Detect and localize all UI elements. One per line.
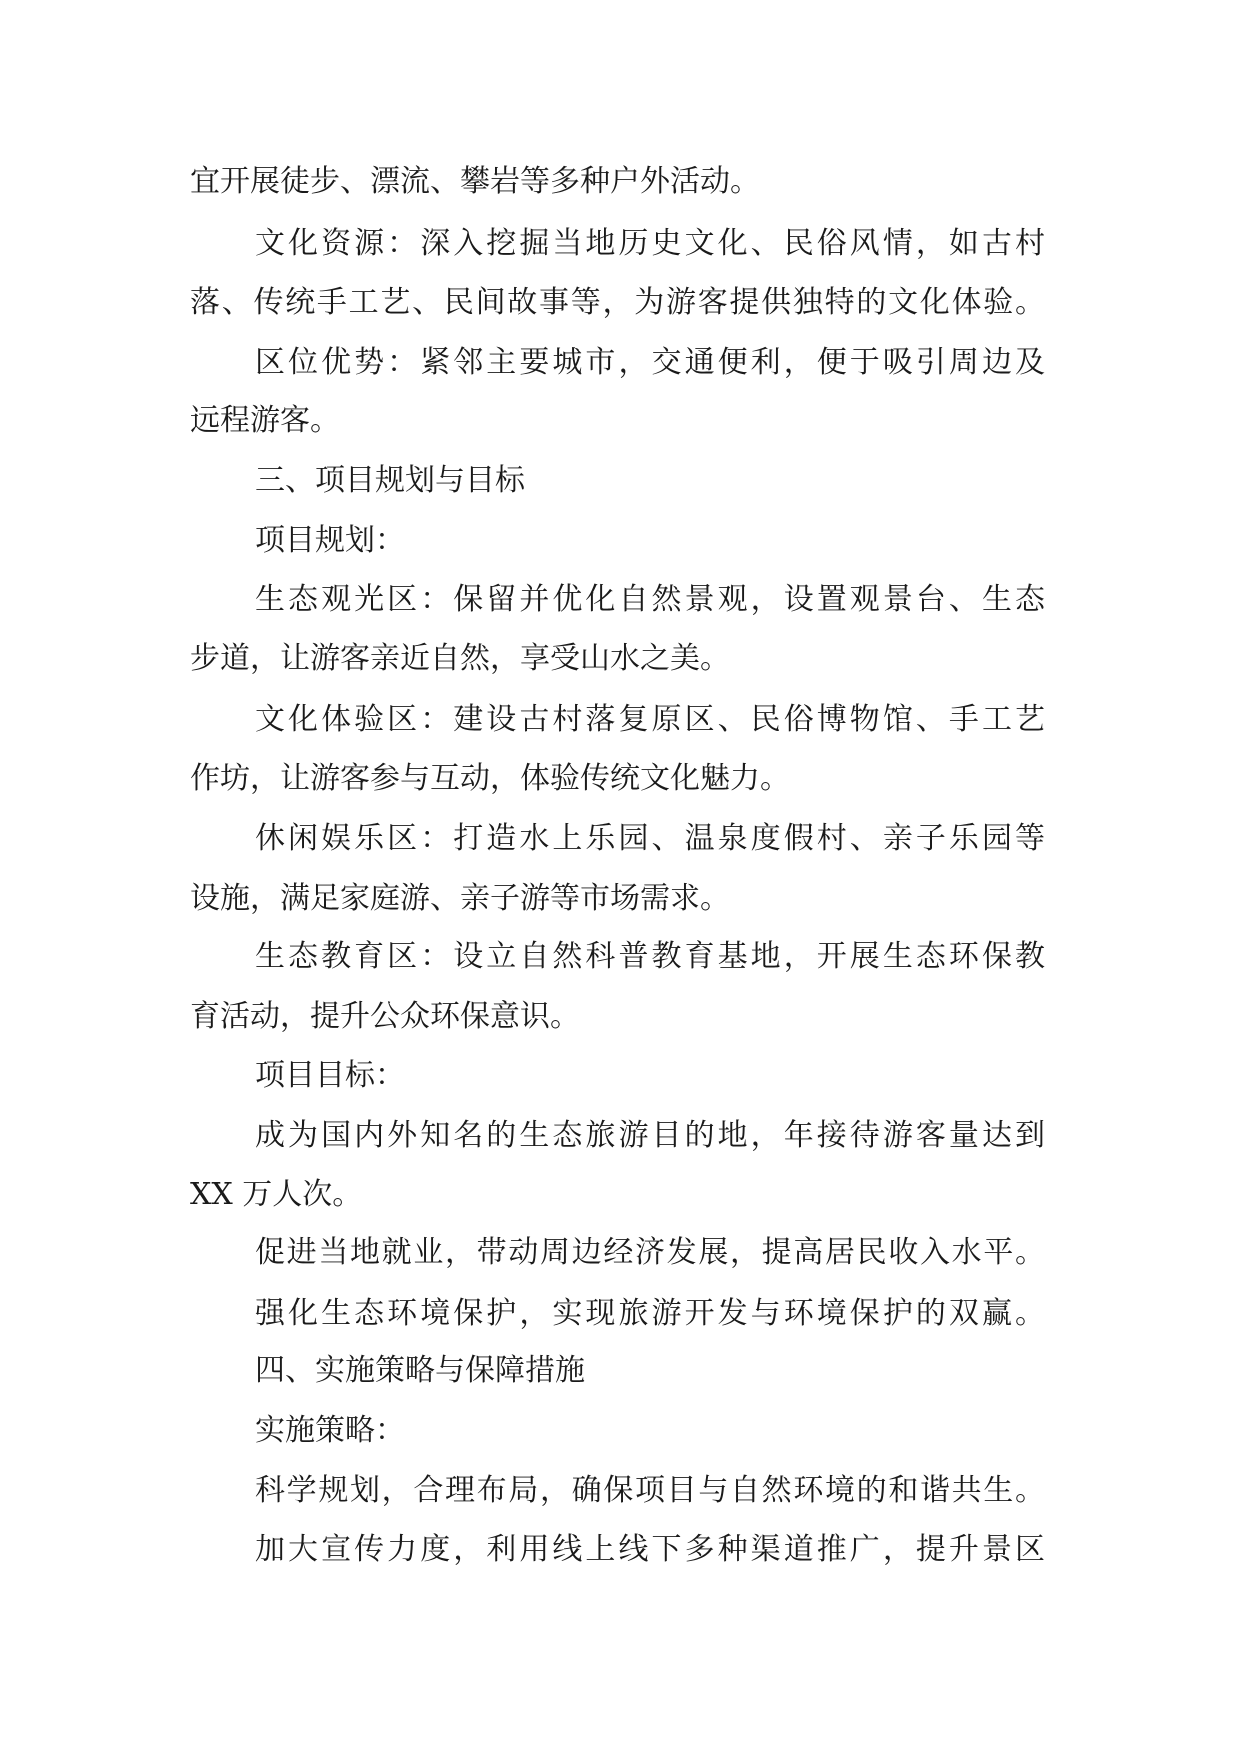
paragraph-line: 休闲娱乐区：打造水上乐园、温泉度假村、亲子乐园等 xyxy=(255,821,1045,856)
subsection-heading: 实施策略： xyxy=(255,1413,405,1448)
paragraph-line: 宜开展徒步、漂流、攀岩等多种户外活动。 xyxy=(190,164,760,199)
paragraph-line: 区位优势：紧邻主要城市，交通便利，便于吸引周边及 xyxy=(255,345,1045,380)
paragraph-line: 生态观光区：保留并优化自然景观，设置观景台、生态 xyxy=(255,582,1045,617)
paragraph-line: 落、传统手工艺、民间故事等，为游客提供独特的文化体验。 xyxy=(190,285,1045,320)
paragraph-line: 文化体验区：建设古村落复原区、民俗博物馆、手工艺 xyxy=(255,702,1045,737)
paragraph-line: 作坊，让游客参与互动，体验传统文化魅力。 xyxy=(190,761,790,796)
paragraph-line: 步道，让游客亲近自然，享受山水之美。 xyxy=(190,641,730,676)
paragraph-line: 远程游客。 xyxy=(190,403,340,438)
subsection-heading: 项目目标： xyxy=(255,1058,405,1093)
paragraph-line: 生态教育区：设立自然科普教育基地，开展生态环保教 xyxy=(255,939,1045,974)
paragraph-line: 育活动，提升公众环保意识。 xyxy=(190,999,580,1034)
section-heading: 三、项目规划与目标 xyxy=(255,463,525,498)
paragraph-line: 促进当地就业，带动周边经济发展，提高居民收入水平。 xyxy=(255,1235,1045,1270)
paragraph-line: XX 万人次。 xyxy=(190,1177,363,1212)
subsection-heading: 项目规划： xyxy=(255,523,405,558)
section-heading: 四、实施策略与保障措施 xyxy=(255,1353,585,1388)
paragraph-line: 科学规划，合理布局，确保项目与自然环境的和谐共生。 xyxy=(255,1473,1045,1508)
paragraph-line: 成为国内外知名的生态旅游目的地，年接待游客量达到 xyxy=(255,1118,1045,1153)
paragraph-line: 文化资源：深入挖掘当地历史文化、民俗风情，如古村 xyxy=(255,226,1045,261)
paragraph-line: 强化生态环境保护，实现旅游开发与环境保护的双赢。 xyxy=(255,1296,1045,1331)
paragraph-line: 加大宣传力度，利用线上线下多种渠道推广，提升景区 xyxy=(255,1532,1045,1567)
paragraph-line: 设施，满足家庭游、亲子游等市场需求。 xyxy=(190,881,730,916)
